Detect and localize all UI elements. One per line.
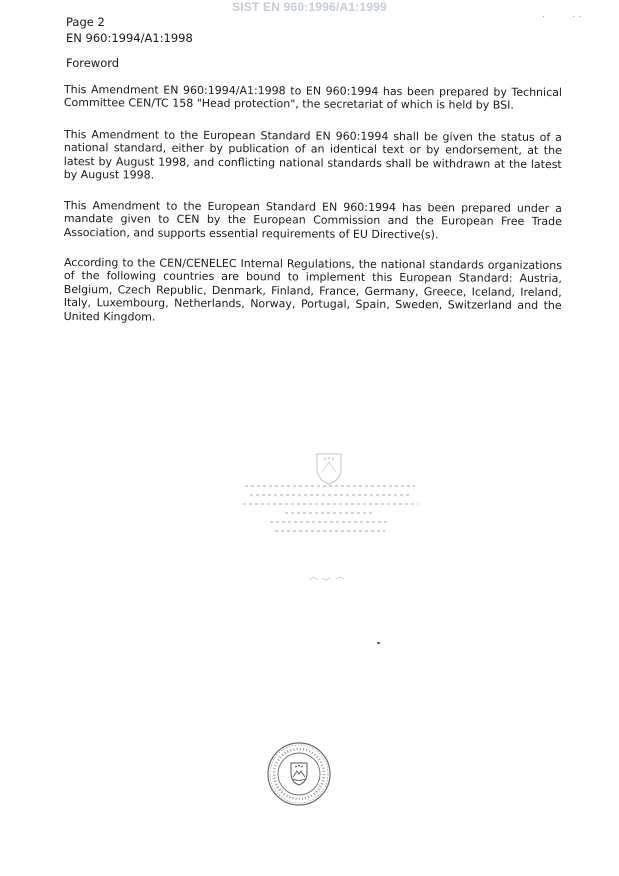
page-header [66, 14, 193, 46]
scan-speck: · · [572, 12, 582, 23]
watermark-header: SIST EN 960:1996/A1:1999 [232, 0, 387, 14]
paragraph-status: This Amendment to the European Standard EN 960:1994 shall be given the status of a national standard, either by publication of an identical text or by endorsement, at the latest by August 1998, and conflicting national standards shall be withdrawn at the latest by August 1998. [63, 128, 562, 182]
scan-speck: · [542, 12, 546, 23]
section-title: Foreword [66, 56, 120, 70]
page-number: Page 2 [66, 15, 105, 29]
faint-stamp-mark-icon [308, 574, 348, 584]
paragraph-preparation: This Amendment EN 960:1994/A1:1998 to EN 960:1994 has been prepared by Technical Committee CEN/TC 158 "Head protection", the secretariat of which is held by BSI. [63, 83, 562, 113]
paragraph-mandate: This Amendment to the European Standard EN 960:1994 has been prepared under a mandate given to CEN by the European Commission and the European Free Trade Association, and supports essential requirements of EU Directive(s). [63, 199, 562, 242]
official-seal-icon [266, 741, 332, 807]
document-reference: EN 960:1994/A1:1998 [66, 31, 193, 45]
faint-bleedthrough-text [240, 478, 420, 539]
paragraph-countries: According to the CEN/CENELEC Internal Regulations, the national standards organizations of the following countries are bound to implement this European Standard: Austria, Belgium, Czech Republic, Denmark, Finland, France, Germany, Greece, Iceland, Ireland, Italy, Luxembourg, Netherlands, Norway, Portugal, Spain, Sweden, Switzerland and the United Kingdom. [63, 256, 562, 324]
scan-speck [377, 642, 380, 644]
